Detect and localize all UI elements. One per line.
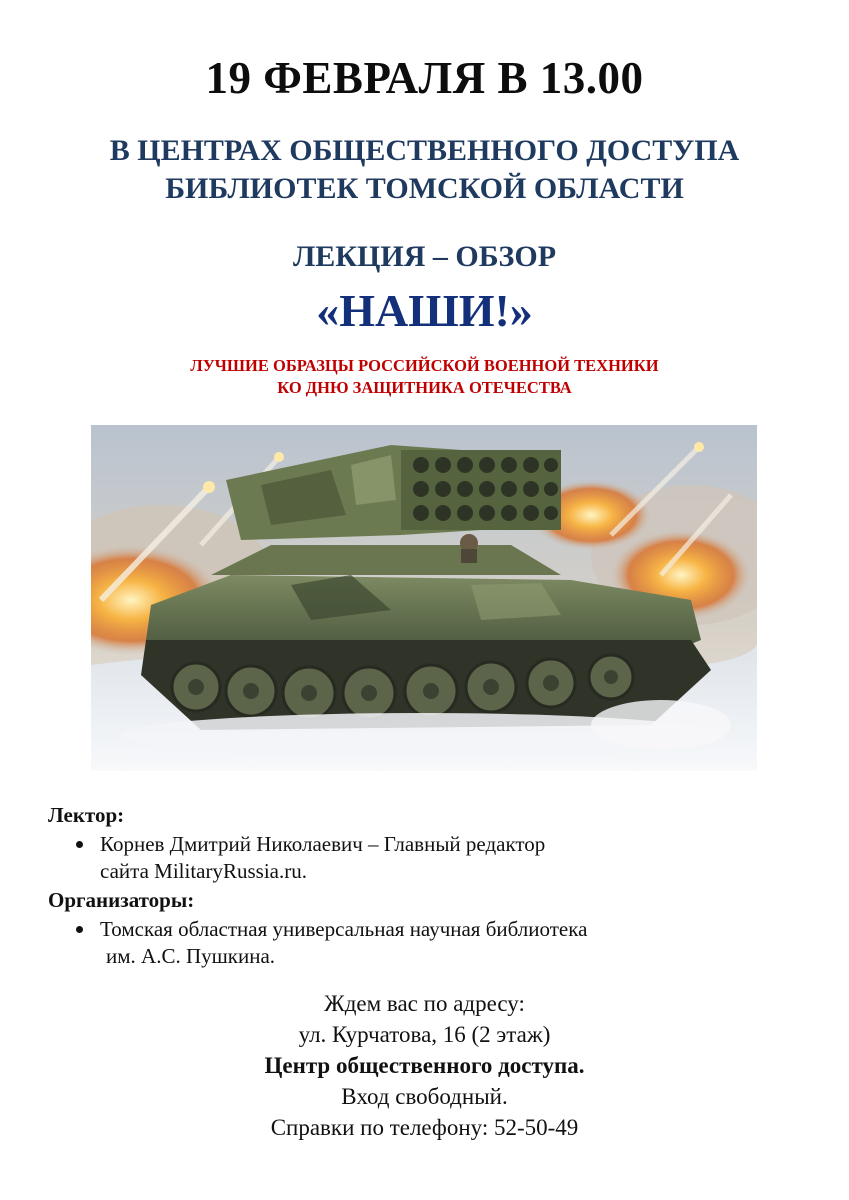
tank-rocket-launcher-illustration bbox=[91, 425, 757, 771]
lecture-type: ЛЕКЦИЯ – ОБЗОР bbox=[292, 240, 557, 273]
organizer-line-2: им. А.С. Пушкина. bbox=[106, 944, 276, 968]
organizer-line-1: Томская областная универсальная научная библиотека bbox=[100, 917, 588, 941]
address-line-5: Справки по телефону: 52-50-49 bbox=[270, 1115, 579, 1140]
organizers-label: Организаторы: bbox=[48, 888, 195, 912]
venue-line-1: В ЦЕНТРАХ ОБЩЕСТВЕННОГО ДОСТУПА bbox=[109, 134, 740, 167]
address-line-2: ул. Курчатова, 16 (2 этаж) bbox=[298, 1022, 551, 1047]
organizers-list bbox=[48, 916, 808, 970]
lecturer-label: Лектор: bbox=[48, 803, 125, 827]
address-line-4: Вход свободный. bbox=[341, 1084, 508, 1109]
lecturer-list bbox=[48, 831, 808, 885]
lecture-title: «НАШИ!» bbox=[316, 285, 533, 336]
bullet-icon bbox=[76, 841, 83, 848]
address-line-1: Ждем вас по адресу: bbox=[324, 991, 525, 1016]
lecturer-line-2: сайта MilitaryRussia.ru. bbox=[100, 859, 307, 883]
venue-heading bbox=[0, 132, 849, 208]
list-item bbox=[100, 831, 808, 885]
subtitle-line-1: ЛУЧШИЕ ОБРАЗЦЫ РОССИЙСКОЙ ВОЕННОЙ ТЕХНИКИ bbox=[190, 356, 659, 375]
venue-line-2: БИБЛИОТЕК ТОМСКОЙ ОБЛАСТИ bbox=[165, 172, 684, 205]
address-line-3: Центр общественного доступа. bbox=[264, 1053, 585, 1078]
list-item bbox=[100, 916, 808, 970]
bullet-icon bbox=[76, 926, 83, 933]
subtitle-line-2: КО ДНЮ ЗАЩИТНИКА ОТЕЧЕСТВА bbox=[277, 378, 572, 397]
lecture-subtitle bbox=[0, 355, 849, 399]
lecture-info bbox=[48, 802, 808, 972]
address-block bbox=[0, 988, 849, 1143]
lecturer-line-1: Корнев Дмитрий Николаевич – Главный редактор bbox=[100, 832, 546, 856]
event-date-heading: 19 ФЕВРАЛЯ В 13.00 bbox=[205, 53, 644, 103]
